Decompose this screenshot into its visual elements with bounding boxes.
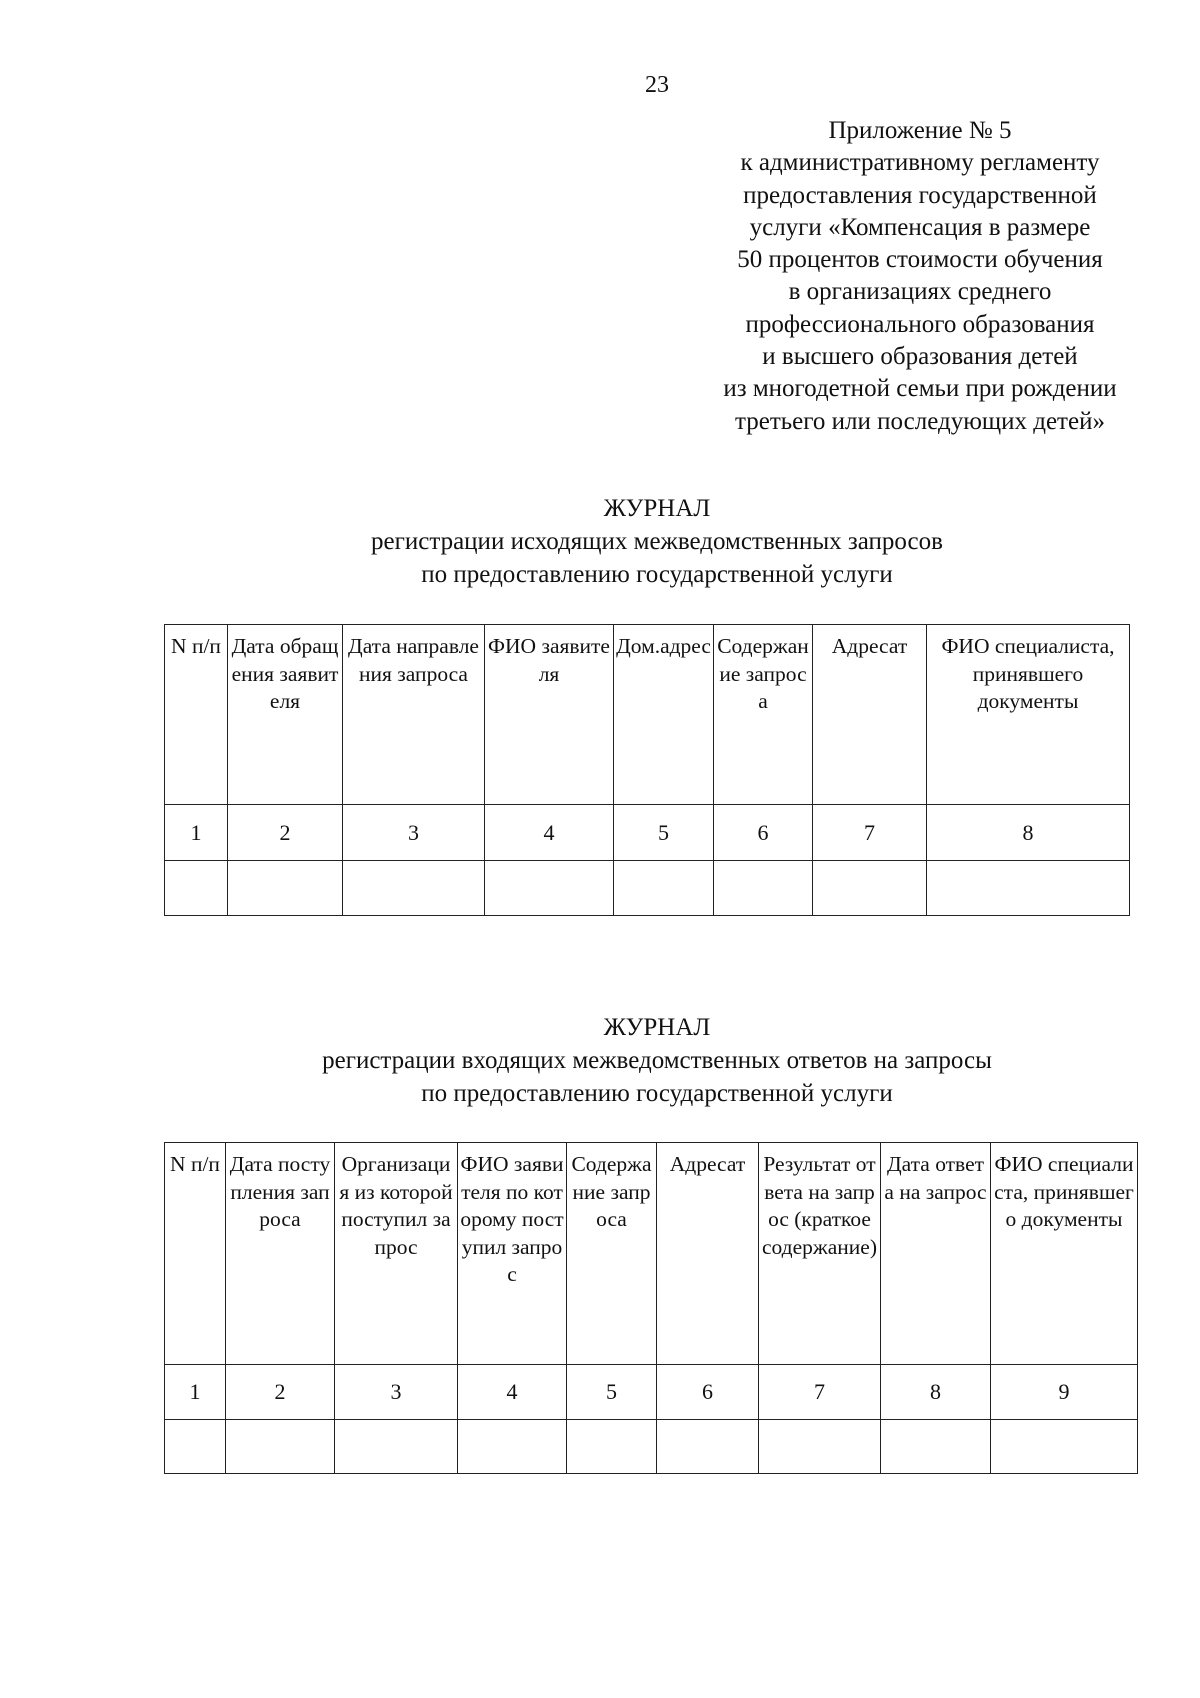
appendix-line: 50 процентов стоимости обучения <box>737 246 1103 274</box>
column-header: Дата ответа на запрос <box>881 1143 991 1365</box>
appendix-block <box>660 115 1180 438</box>
column-number: 6 <box>714 805 813 861</box>
column-header: N п/п <box>165 625 228 805</box>
column-number: 9 <box>991 1365 1138 1420</box>
empty-cell <box>927 861 1130 916</box>
column-header: ФИО заявителя <box>485 625 614 805</box>
empty-cell <box>813 861 927 916</box>
empty-entry-row <box>165 1420 1138 1474</box>
column-header: Содержание запроса <box>567 1143 657 1365</box>
column-number-row <box>165 805 1130 861</box>
empty-cell <box>614 861 714 916</box>
column-number: 6 <box>657 1365 759 1420</box>
column-header: ФИО заявителя по которому поступил запрос <box>458 1143 567 1365</box>
column-number: 2 <box>228 805 343 861</box>
journal2-subtitle: регистрации входящих межведомственных ответов на запросы <box>322 1047 992 1074</box>
appendix-line: в организациях среднего <box>788 278 1052 306</box>
empty-cell <box>458 1420 567 1474</box>
appendix-line: третьего или последующих детей» <box>735 407 1105 435</box>
empty-cell <box>485 861 614 916</box>
column-number: 1 <box>165 1365 226 1420</box>
empty-entry-row <box>165 861 1130 916</box>
column-header: Дата поступления запроса <box>226 1143 335 1365</box>
column-number: 3 <box>343 805 485 861</box>
column-header: N п/п <box>165 1143 226 1365</box>
empty-cell <box>567 1420 657 1474</box>
appendix-line: профессионального образования <box>745 310 1095 338</box>
table-header-row <box>165 1143 1138 1365</box>
column-header: Дата направления запроса <box>343 625 485 805</box>
empty-cell <box>165 1420 226 1474</box>
appendix-line: Приложение № 5 <box>828 117 1012 144</box>
column-number: 7 <box>759 1365 881 1420</box>
empty-cell <box>991 1420 1138 1474</box>
appendix-line: из многодетной семьи при рождении <box>723 375 1117 403</box>
empty-cell <box>228 861 343 916</box>
journal2-subtitle-2: по предоставлению государственной услуги <box>421 1080 893 1107</box>
journal1-subtitle-2: по предоставлению государственной услуги <box>421 561 893 588</box>
appendix-line: к административному регламенту <box>740 149 1100 177</box>
empty-cell <box>657 1420 759 1474</box>
appendix-line: предоставления государственной <box>743 181 1097 209</box>
column-number: 7 <box>813 805 927 861</box>
column-header: Адресат <box>813 625 927 805</box>
column-number: 2 <box>226 1365 335 1420</box>
journal2-title: ЖУРНАЛ <box>603 1014 711 1041</box>
empty-cell <box>881 1420 991 1474</box>
column-header: Содержание запроса <box>714 625 813 805</box>
empty-cell <box>714 861 813 916</box>
empty-cell <box>165 861 228 916</box>
column-header: ФИО специалиста, принявшего документы <box>927 625 1130 805</box>
empty-cell <box>226 1420 335 1474</box>
column-number: 5 <box>567 1365 657 1420</box>
table-header-row <box>165 625 1130 805</box>
appendix-line: услуги «Компенсация в размере <box>749 213 1091 241</box>
empty-cell <box>343 861 485 916</box>
column-number: 3 <box>335 1365 458 1420</box>
column-header: Результат ответа на запрос (краткое содержание) <box>759 1143 881 1365</box>
column-header: Дата обращения заявителя <box>228 625 343 805</box>
incoming-responses-table <box>164 1142 1138 1474</box>
journal2-heading <box>0 1011 1200 1110</box>
appendix-line: и высшего образования детей <box>762 343 1078 371</box>
column-header: Адресат <box>657 1143 759 1365</box>
journal1-subtitle: регистрации исходящих межведомственных запросов <box>371 528 943 555</box>
column-number: 4 <box>485 805 614 861</box>
outgoing-requests-table <box>164 624 1130 916</box>
column-number-row <box>165 1365 1138 1420</box>
journal1-title: ЖУРНАЛ <box>603 495 711 522</box>
column-number: 4 <box>458 1365 567 1420</box>
column-number: 8 <box>881 1365 991 1420</box>
column-number: 5 <box>614 805 714 861</box>
column-header: ФИО специалиста, принявшего документы <box>991 1143 1138 1365</box>
page-number: 23 <box>645 72 669 98</box>
column-number: 1 <box>165 805 228 861</box>
column-number: 8 <box>927 805 1130 861</box>
empty-cell <box>335 1420 458 1474</box>
empty-cell <box>759 1420 881 1474</box>
journal1-heading <box>0 492 1200 591</box>
column-header: Дом.адрес <box>614 625 714 805</box>
column-header: Организация из которой поступил запрос <box>335 1143 458 1365</box>
